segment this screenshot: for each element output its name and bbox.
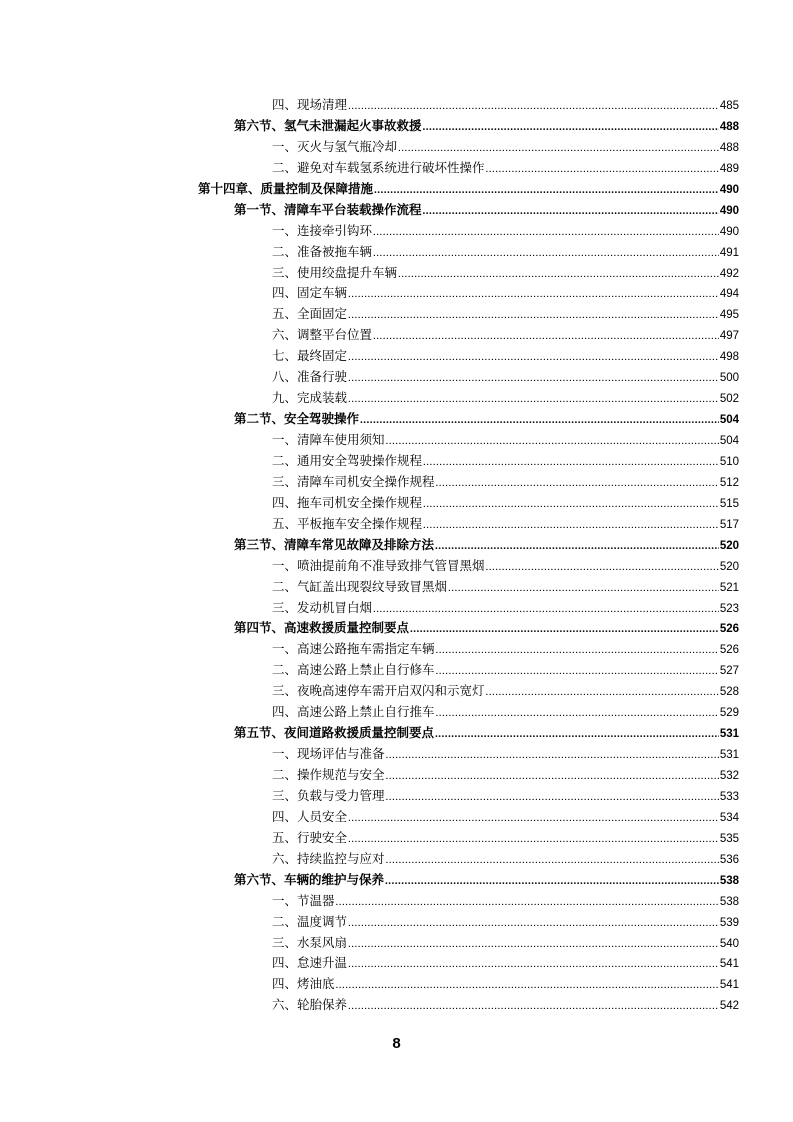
toc-entry-page-number: 500 (719, 372, 739, 385)
dot-leader (348, 284, 719, 304)
toc-entry-title: 四、现场清理 (272, 97, 348, 112)
toc-entry-line (272, 953, 739, 974)
toc-entry-page-number: 517 (719, 518, 739, 531)
toc-item-entry[interactable] (0, 137, 793, 158)
toc-item-entry[interactable] (0, 577, 793, 598)
toc-entry-title: 一、喷油提前角不准导致排气管冒黑烟 (272, 557, 485, 573)
dot-leader (374, 180, 719, 200)
toc-entry-line (272, 430, 739, 451)
toc-entry-line (272, 660, 739, 681)
toc-entry-page-number: 490 (719, 183, 739, 196)
toc-entry-line (234, 409, 739, 430)
toc-entry-page-number: 523 (719, 602, 739, 615)
dot-leader (398, 264, 719, 284)
toc-entry-title: 五、行驶安全 (272, 829, 348, 845)
toc-entry-title: 四、拖车司机安全操作规程 (272, 494, 423, 510)
toc-entry-line (272, 849, 739, 870)
dot-leader (423, 117, 719, 137)
toc-entry-title: 第三节、清障车常见故障及排除方法 (234, 536, 435, 552)
dot-leader (373, 243, 719, 263)
dot-leader (386, 745, 719, 765)
dot-leader (448, 578, 719, 598)
toc-entry-page-number: 490 (719, 204, 739, 217)
toc-entry-page-number: 539 (719, 916, 739, 929)
toc-entry-title: 四、固定车辆 (272, 285, 348, 301)
toc-item-entry[interactable] (0, 807, 793, 828)
toc-entry-title: 一、节温器 (272, 892, 335, 908)
toc-item-entry[interactable] (0, 765, 793, 786)
toc-entry-title: 三、使用绞盘提升车辆 (272, 264, 398, 280)
toc-entry-line (272, 828, 739, 849)
toc-entry-page-number: 498 (719, 351, 739, 364)
dot-leader (373, 326, 719, 346)
toc-entry-page-number: 489 (719, 162, 739, 175)
page-number: 8 (392, 1035, 401, 1052)
toc-entry-title: 三、负载与受力管理 (272, 787, 385, 803)
toc-entry-line (234, 116, 739, 137)
toc-entry-page-number: 504 (719, 435, 739, 447)
toc-entry-page-number: 532 (719, 770, 739, 782)
toc-entry-title: 第四节、高速救援质量控制要点 (234, 620, 410, 636)
toc-entry-page-number: 540 (719, 937, 739, 950)
toc-entry-title: 第十四章、质量控制及保障措施 (198, 180, 374, 196)
dot-leader (348, 368, 719, 388)
toc-entry-line (234, 870, 739, 891)
toc-entry-title: 八、准备行驶 (272, 369, 348, 385)
toc-item-entry[interactable] (0, 933, 793, 954)
toc-item-entry[interactable] (0, 744, 793, 765)
toc-entry-page-number: 542 (719, 1000, 739, 1013)
toc-entry-page-number: 520 (719, 560, 739, 573)
toc-item-entry[interactable] (0, 912, 793, 933)
toc-item-entry[interactable] (0, 158, 793, 179)
toc-chapter-entry[interactable] (0, 179, 793, 200)
toc-item-entry[interactable] (0, 995, 793, 1016)
toc-entry-page-number: 541 (719, 958, 739, 971)
toc-entry-page-number: 485 (719, 100, 739, 112)
dot-leader (385, 871, 719, 891)
dot-leader (435, 724, 719, 744)
dot-leader (410, 619, 719, 639)
dot-leader (435, 536, 719, 556)
toc-entry-page-number: 491 (719, 246, 739, 259)
dot-leader (373, 599, 719, 619)
toc-entry-line (272, 995, 739, 1016)
toc-item-entry[interactable] (0, 472, 793, 493)
toc-item-entry[interactable] (0, 325, 793, 346)
toc-entry-line (234, 723, 739, 744)
toc-entry-line (272, 598, 739, 619)
toc-entry-page-number: 515 (719, 497, 739, 510)
toc-item-entry[interactable] (0, 974, 793, 995)
toc-entry-page-number: 488 (719, 120, 739, 133)
dot-leader (348, 96, 719, 116)
dot-leader (348, 996, 719, 1016)
toc-item-entry[interactable] (0, 242, 793, 263)
toc-section-entry[interactable] (0, 618, 793, 639)
toc-entry-title: 四、烤油底 (272, 976, 335, 992)
toc-entry-title: 三、清障车司机安全操作规程 (272, 473, 435, 489)
toc-entry-line (272, 388, 739, 409)
toc-entry-line (272, 765, 739, 786)
toc-item-entry[interactable] (0, 514, 793, 535)
toc-section-entry[interactable] (0, 723, 793, 744)
toc-entry-page-number: 527 (719, 665, 739, 678)
toc-item-entry[interactable] (0, 828, 793, 849)
dot-leader (423, 201, 719, 221)
toc-entry-page-number: 510 (719, 455, 739, 468)
toc-item-entry[interactable] (0, 367, 793, 388)
dot-leader (398, 138, 719, 158)
toc-entry-line (272, 263, 739, 284)
toc-entry-line (272, 702, 739, 723)
toc-entry-title: 四、怠速升温 (272, 955, 348, 971)
table-of-contents (0, 95, 793, 1016)
dot-leader (486, 557, 719, 577)
dot-leader (423, 452, 719, 472)
toc-entry-title: 二、温度调节 (272, 913, 348, 929)
toc-entry-line (272, 304, 739, 325)
toc-entry-page-number: 535 (719, 832, 739, 845)
toc-entry-title: 三、夜晚高速停车需开启双闪和示宽灯 (272, 683, 485, 699)
toc-entry-line (272, 681, 739, 702)
toc-section-entry[interactable] (0, 870, 793, 891)
toc-entry-page-number: 526 (719, 623, 739, 636)
dot-leader (348, 808, 719, 828)
toc-entry-title: 三、发动机冒白烟 (272, 599, 373, 615)
toc-entry-title: 五、平板拖车安全操作规程 (272, 515, 423, 531)
toc-entry-page-number: 526 (719, 644, 739, 657)
toc-entry-title: 一、连接牵引钩环 (272, 222, 373, 238)
toc-entry-line (272, 786, 739, 807)
toc-entry-line (272, 744, 739, 765)
toc-entry-title: 一、现场评估与准备 (272, 746, 385, 762)
toc-entry-title: 第五节、夜间道路救援质量控制要点 (234, 725, 435, 741)
toc-section-entry[interactable] (0, 409, 793, 430)
toc-entry-line (272, 325, 739, 346)
toc-entry-page-number: 492 (719, 267, 739, 280)
toc-entry-title: 九、完成装载 (272, 390, 348, 406)
toc-entry-page-number: 538 (719, 895, 739, 908)
toc-entry-line (272, 158, 739, 179)
toc-entry-page-number: 536 (719, 853, 739, 866)
toc-entry-line (272, 221, 739, 242)
dot-leader (348, 934, 719, 954)
dot-leader (386, 431, 719, 451)
toc-item-entry[interactable] (0, 493, 793, 514)
toc-entry-title: 一、灭火与氢气瓶冷却 (272, 138, 398, 154)
dot-leader (336, 975, 719, 995)
toc-entry-page-number: 520 (719, 539, 739, 552)
toc-entry-title: 四、高速公路上禁止自行推车 (272, 704, 435, 720)
toc-entry-page-number: 502 (719, 393, 739, 406)
toc-entry-line (272, 242, 739, 263)
toc-entry-page-number: 512 (719, 476, 739, 489)
toc-entry-line (272, 577, 739, 598)
toc-entry-line (272, 451, 739, 472)
toc-entry-title: 一、清障车使用须知 (272, 432, 385, 447)
toc-item-entry[interactable] (0, 891, 793, 912)
toc-entry-page-number: 488 (719, 141, 739, 154)
toc-entry-title: 二、气缸盖出现裂纹导致冒黑烟 (272, 578, 448, 594)
toc-section-entry[interactable] (0, 116, 793, 137)
toc-entry-page-number: 541 (719, 979, 739, 992)
toc-item-entry[interactable] (0, 304, 793, 325)
dot-leader (486, 159, 719, 179)
toc-entry-title: 二、准备被拖车辆 (272, 243, 373, 259)
dot-leader (486, 682, 719, 702)
dot-leader (348, 829, 719, 849)
dot-leader (348, 389, 719, 409)
toc-entry-line (272, 556, 739, 577)
toc-item-entry[interactable] (0, 786, 793, 807)
dot-leader (436, 703, 719, 723)
dot-leader (436, 661, 719, 681)
toc-entry-line (272, 639, 739, 660)
dot-leader (423, 494, 719, 514)
dot-leader (386, 850, 719, 870)
toc-item-entry[interactable] (0, 95, 793, 116)
toc-entry-title: 二、避免对车载氢系统进行破坏性操作 (272, 159, 485, 175)
toc-entry-title: 一、高速公路拖车需指定车辆 (272, 641, 435, 657)
dot-leader (348, 913, 719, 933)
toc-entry-line (272, 95, 739, 116)
toc-item-entry[interactable] (0, 660, 793, 681)
toc-item-entry[interactable] (0, 388, 793, 409)
toc-entry-line (272, 912, 739, 933)
toc-entry-title: 二、通用安全驾驶操作规程 (272, 452, 423, 468)
toc-item-entry[interactable] (0, 556, 793, 577)
toc-entry-title: 第一节、清障车平台装载操作流程 (234, 201, 422, 217)
toc-entry-line (234, 535, 739, 556)
toc-entry-line (272, 891, 739, 912)
toc-entry-page-number: 494 (719, 288, 739, 301)
toc-entry-page-number: 495 (719, 309, 739, 322)
dot-leader (436, 473, 719, 493)
toc-item-entry[interactable] (0, 430, 793, 451)
toc-entry-title: 六、调整平台位置 (272, 327, 373, 343)
toc-entry-title: 第六节、氢气未泄漏起火事故救援 (234, 117, 422, 133)
toc-entry-title: 五、全面固定 (272, 306, 348, 322)
toc-entry-page-number: 531 (719, 749, 739, 762)
toc-entry-line (198, 179, 739, 200)
toc-entry-page-number: 521 (719, 581, 739, 594)
toc-section-entry[interactable] (0, 200, 793, 221)
toc-entry-title: 六、轮胎保养 (272, 997, 348, 1013)
dot-leader (348, 954, 719, 974)
toc-entry-line (272, 807, 739, 828)
dot-leader (386, 787, 719, 807)
toc-item-entry[interactable] (0, 702, 793, 723)
toc-entry-title: 三、水泵风扇 (272, 934, 348, 950)
dot-leader (360, 410, 719, 430)
toc-entry-line (272, 367, 739, 388)
toc-item-entry[interactable] (0, 953, 793, 974)
toc-item-entry[interactable] (0, 681, 793, 702)
toc-entry-page-number: 528 (719, 686, 739, 699)
toc-entry-line (272, 137, 739, 158)
dot-leader (348, 347, 719, 367)
dot-leader (373, 222, 719, 242)
toc-entry-line (272, 514, 739, 535)
toc-item-entry[interactable] (0, 598, 793, 619)
toc-item-entry[interactable] (0, 263, 793, 284)
toc-entry-page-number: 533 (719, 790, 739, 803)
toc-entry-title: 四、人员安全 (272, 808, 348, 824)
toc-entry-line (272, 346, 739, 367)
toc-entry-page-number: 490 (719, 225, 739, 238)
toc-entry-line (272, 974, 739, 995)
toc-entry-page-number: 497 (719, 330, 739, 343)
toc-entry-title: 二、操作规范与安全 (272, 767, 385, 782)
toc-entry-line (272, 283, 739, 304)
toc-entry-title: 第六节、车辆的维护与保养 (234, 871, 385, 887)
toc-item-entry[interactable] (0, 849, 793, 870)
toc-item-entry[interactable] (0, 283, 793, 304)
toc-entry-title: 七、最终固定 (272, 348, 348, 364)
toc-item-entry[interactable] (0, 451, 793, 472)
toc-entry-line (234, 200, 739, 221)
toc-item-entry[interactable] (0, 221, 793, 242)
dot-leader (423, 515, 719, 535)
toc-item-entry[interactable] (0, 639, 793, 660)
toc-entry-line (272, 472, 739, 493)
toc-entry-title: 第二节、安全驾驶操作 (234, 411, 360, 427)
toc-entry-page-number: 529 (719, 707, 739, 720)
toc-entry-page-number: 504 (719, 414, 739, 427)
dot-leader (386, 766, 719, 786)
dot-leader (336, 892, 719, 912)
toc-entry-title: 六、持续监控与应对 (272, 850, 385, 866)
toc-item-entry[interactable] (0, 346, 793, 367)
toc-entry-page-number: 538 (719, 874, 739, 887)
toc-entry-line (272, 493, 739, 514)
toc-entry-line (234, 618, 739, 639)
toc-entry-page-number: 534 (719, 811, 739, 824)
toc-entry-line (272, 933, 739, 954)
toc-entry-title: 二、高速公路上禁止自行修车 (272, 662, 435, 678)
dot-leader (348, 305, 719, 325)
toc-section-entry[interactable] (0, 535, 793, 556)
toc-entry-page-number: 531 (719, 728, 739, 741)
dot-leader (436, 640, 719, 660)
